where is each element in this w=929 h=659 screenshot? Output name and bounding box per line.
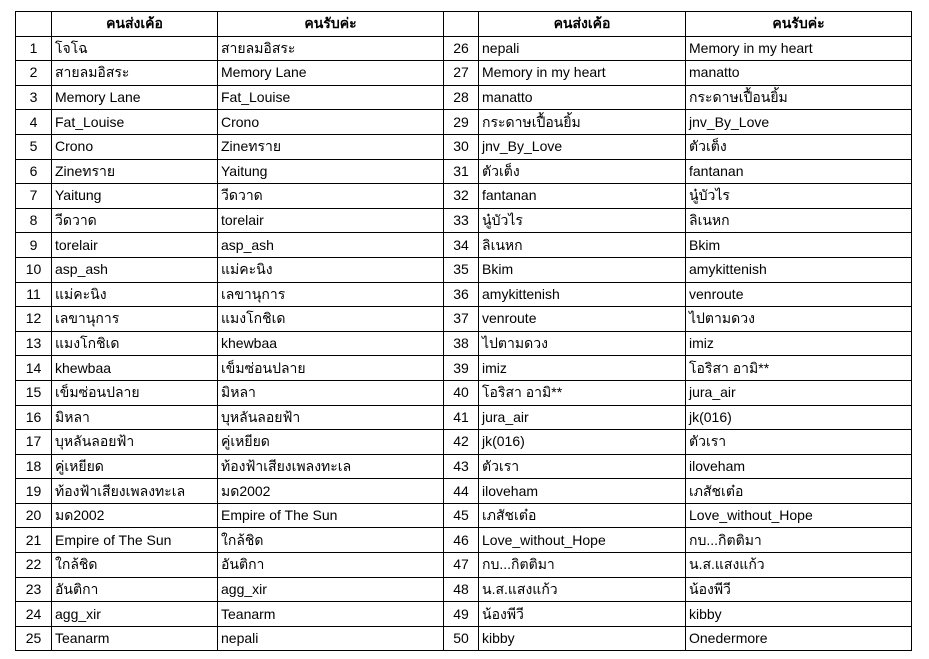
- row-number: 33: [444, 208, 479, 233]
- receiver-cell: iloveham: [686, 454, 912, 479]
- receiver-cell: มด2002: [218, 479, 444, 504]
- sender-cell: ไปตามดวง: [479, 331, 686, 356]
- sender-cell: iloveham: [479, 479, 686, 504]
- row-number: 3: [16, 85, 52, 110]
- receiver-cell: บุหลันลอยฟ้า: [218, 405, 444, 430]
- receiver-cell: ตัวเรา: [686, 430, 912, 455]
- sender-cell: jk(016): [479, 430, 686, 455]
- table-row: [16, 503, 912, 528]
- row-number: 5: [16, 134, 52, 159]
- receiver-cell: venroute: [686, 282, 912, 307]
- table-row: [16, 553, 912, 578]
- row-number: 9: [16, 233, 52, 258]
- sender-cell: ตัวเต็ง: [479, 159, 686, 184]
- receiver-cell: Crono: [218, 110, 444, 135]
- receiver-cell: แมงโกชิเด: [218, 307, 444, 332]
- receiver-cell: Memory in my heart: [686, 36, 912, 61]
- row-number: 17: [16, 430, 52, 455]
- sender-cell: imiz: [479, 356, 686, 381]
- row-number: 6: [16, 159, 52, 184]
- table-row: [16, 331, 912, 356]
- table-row: [16, 577, 912, 602]
- row-number: 40: [444, 380, 479, 405]
- sender-cell: บุหลันลอยฟ้า: [52, 430, 218, 455]
- row-number: 16: [16, 405, 52, 430]
- receiver-cell: แม่คะนิง: [218, 257, 444, 282]
- row-number: 30: [444, 134, 479, 159]
- sender-cell: Fat_Louise: [52, 110, 218, 135]
- sender-cell: ท้องฟ้าเสียงเพลงทะเล: [52, 479, 218, 504]
- receiver-cell: คู่เหยียด: [218, 430, 444, 455]
- row-number: 28: [444, 85, 479, 110]
- header-sender-left: คนส่งเค้อ: [52, 12, 218, 37]
- sender-cell: manatto: [479, 85, 686, 110]
- receiver-cell: Love_without_Hope: [686, 503, 912, 528]
- table-row: [16, 380, 912, 405]
- sender-cell: khewbaa: [52, 356, 218, 381]
- receiver-cell: ลิเนหก: [686, 208, 912, 233]
- receiver-cell: nepali: [218, 626, 444, 651]
- table-row: [16, 626, 912, 651]
- receiver-cell: jnv_By_Love: [686, 110, 912, 135]
- row-number: 14: [16, 356, 52, 381]
- row-number: 31: [444, 159, 479, 184]
- row-number: 29: [444, 110, 479, 135]
- receiver-cell: โอริสา อามิ**: [686, 356, 912, 381]
- row-number: 45: [444, 503, 479, 528]
- receiver-cell: imiz: [686, 331, 912, 356]
- table-row: [16, 85, 912, 110]
- row-number: 39: [444, 356, 479, 381]
- row-number: 37: [444, 307, 479, 332]
- receiver-cell: อันติกา: [218, 553, 444, 578]
- receiver-cell: Yaitung: [218, 159, 444, 184]
- sender-cell: สายลมอิสระ: [52, 61, 218, 86]
- table-row: [16, 110, 912, 135]
- sender-cell: อันติกา: [52, 577, 218, 602]
- row-number: 2: [16, 61, 52, 86]
- table-row: [16, 134, 912, 159]
- header-row: [16, 12, 912, 37]
- sender-cell: แมงโกชิเด: [52, 331, 218, 356]
- row-number: 21: [16, 528, 52, 553]
- table-row: [16, 159, 912, 184]
- sender-cell: Teanarm: [52, 626, 218, 651]
- receiver-cell: ท้องฟ้าเสียงเพลงทะเล: [218, 454, 444, 479]
- sender-cell: Yaitung: [52, 184, 218, 209]
- sender-cell: น้องพีวี: [479, 602, 686, 627]
- row-number: 49: [444, 602, 479, 627]
- sender-cell: jnv_By_Love: [479, 134, 686, 159]
- receiver-cell: กบ...กิตติมา: [686, 528, 912, 553]
- table-body: [16, 36, 912, 651]
- table-row: [16, 36, 912, 61]
- sender-cell: โจโฉ: [52, 36, 218, 61]
- receiver-cell: ใกล้ชิด: [218, 528, 444, 553]
- sender-cell: เข็มซ่อนปลาย: [52, 380, 218, 405]
- receiver-cell: เข็มซ่อนปลาย: [218, 356, 444, 381]
- receiver-cell: Teanarm: [218, 602, 444, 627]
- row-number: 34: [444, 233, 479, 258]
- sender-cell: venroute: [479, 307, 686, 332]
- header-number-left: [16, 12, 52, 37]
- row-number: 47: [444, 553, 479, 578]
- sender-cell: ตัวเรา: [479, 454, 686, 479]
- sender-cell: Crono: [52, 134, 218, 159]
- table-row: [16, 61, 912, 86]
- sender-cell: Empire of The Sun: [52, 528, 218, 553]
- receiver-cell: มิหลา: [218, 380, 444, 405]
- header-number-right: [444, 12, 479, 37]
- sender-cell: ลิเนหก: [479, 233, 686, 258]
- receiver-cell: ตัวเต็ง: [686, 134, 912, 159]
- header-receiver-left: คนรับค่ะ: [218, 12, 444, 37]
- row-number: 26: [444, 36, 479, 61]
- row-number: 20: [16, 503, 52, 528]
- table-row: [16, 454, 912, 479]
- sender-cell: มิหลา: [52, 405, 218, 430]
- table-row: [16, 479, 912, 504]
- receiver-cell: amykittenish: [686, 257, 912, 282]
- receiver-cell: torelair: [218, 208, 444, 233]
- receiver-cell: Empire of The Sun: [218, 503, 444, 528]
- row-number: 7: [16, 184, 52, 209]
- sender-cell: ใกล้ชิด: [52, 553, 218, 578]
- row-number: 11: [16, 282, 52, 307]
- row-number: 48: [444, 577, 479, 602]
- row-number: 10: [16, 257, 52, 282]
- table-row: [16, 184, 912, 209]
- sender-cell: กระดาษเปื้อนยิ้ม: [479, 110, 686, 135]
- row-number: 1: [16, 36, 52, 61]
- sender-cell: fantanan: [479, 184, 686, 209]
- table-row: [16, 430, 912, 455]
- sender-cell: กบ...กิตติมา: [479, 553, 686, 578]
- header-receiver-right: คนรับค่ะ: [686, 12, 912, 37]
- receiver-cell: Memory Lane: [218, 61, 444, 86]
- receiver-cell: Onedermore: [686, 626, 912, 651]
- row-number: 19: [16, 479, 52, 504]
- receiver-cell: jura_air: [686, 380, 912, 405]
- receiver-cell: kibby: [686, 602, 912, 627]
- receiver-cell: กระดาษเปื้อนยิ้ม: [686, 85, 912, 110]
- sender-cell: asp_ash: [52, 257, 218, 282]
- sender-cell: วีดวาด: [52, 208, 218, 233]
- receiver-cell: นู๋บัวไร: [686, 184, 912, 209]
- receiver-cell: ไปตามดวง: [686, 307, 912, 332]
- sender-cell: เลขานุการ: [52, 307, 218, 332]
- row-number: 23: [16, 577, 52, 602]
- table-row: [16, 233, 912, 258]
- row-number: 42: [444, 430, 479, 455]
- sender-cell: kibby: [479, 626, 686, 651]
- receiver-cell: Bkim: [686, 233, 912, 258]
- receiver-cell: น้องพีวี: [686, 577, 912, 602]
- sender-cell: แม่คะนิง: [52, 282, 218, 307]
- table-row: [16, 282, 912, 307]
- sender-cell: โอริสา อามิ**: [479, 380, 686, 405]
- sender-cell: jura_air: [479, 405, 686, 430]
- row-number: 32: [444, 184, 479, 209]
- row-number: 24: [16, 602, 52, 627]
- row-number: 46: [444, 528, 479, 553]
- table-row: [16, 528, 912, 553]
- table-row: [16, 257, 912, 282]
- row-number: 43: [444, 454, 479, 479]
- row-number: 18: [16, 454, 52, 479]
- sender-cell: มด2002: [52, 503, 218, 528]
- sender-cell: น.ส.แสงแก้ว: [479, 577, 686, 602]
- row-number: 8: [16, 208, 52, 233]
- row-number: 13: [16, 331, 52, 356]
- row-number: 36: [444, 282, 479, 307]
- table-row: [16, 405, 912, 430]
- sender-cell: Zineทราย: [52, 159, 218, 184]
- row-number: 15: [16, 380, 52, 405]
- header-sender-right: คนส่งเค้อ: [479, 12, 686, 37]
- sender-cell: เภสัชเต๋อ: [479, 503, 686, 528]
- row-number: 27: [444, 61, 479, 86]
- row-number: 35: [444, 257, 479, 282]
- receiver-cell: jk(016): [686, 405, 912, 430]
- table-row: [16, 208, 912, 233]
- sender-cell: torelair: [52, 233, 218, 258]
- row-number: 44: [444, 479, 479, 504]
- sender-cell: amykittenish: [479, 282, 686, 307]
- table-row: [16, 356, 912, 381]
- receiver-cell: สายลมอิสระ: [218, 36, 444, 61]
- receiver-cell: khewbaa: [218, 331, 444, 356]
- sender-cell: นู๋บัวไร: [479, 208, 686, 233]
- table-row: [16, 602, 912, 627]
- row-number: 41: [444, 405, 479, 430]
- sender-cell: agg_xir: [52, 602, 218, 627]
- receiver-cell: เลขานุการ: [218, 282, 444, 307]
- row-number: 12: [16, 307, 52, 332]
- row-number: 38: [444, 331, 479, 356]
- receiver-cell: asp_ash: [218, 233, 444, 258]
- sender-cell: Memory Lane: [52, 85, 218, 110]
- assignment-table: [15, 11, 912, 651]
- sender-cell: nepali: [479, 36, 686, 61]
- receiver-cell: fantanan: [686, 159, 912, 184]
- row-number: 22: [16, 553, 52, 578]
- receiver-cell: วีดวาด: [218, 184, 444, 209]
- receiver-cell: Zineทราย: [218, 134, 444, 159]
- sender-cell: Love_without_Hope: [479, 528, 686, 553]
- receiver-cell: agg_xir: [218, 577, 444, 602]
- receiver-cell: Fat_Louise: [218, 85, 444, 110]
- receiver-cell: น.ส.แสงแก้ว: [686, 553, 912, 578]
- sender-cell: คู่เหยียด: [52, 454, 218, 479]
- table-row: [16, 307, 912, 332]
- sender-cell: Memory in my heart: [479, 61, 686, 86]
- row-number: 4: [16, 110, 52, 135]
- row-number: 50: [444, 626, 479, 651]
- sender-cell: Bkim: [479, 257, 686, 282]
- row-number: 25: [16, 626, 52, 651]
- receiver-cell: manatto: [686, 61, 912, 86]
- receiver-cell: เภสัชเต๋อ: [686, 479, 912, 504]
